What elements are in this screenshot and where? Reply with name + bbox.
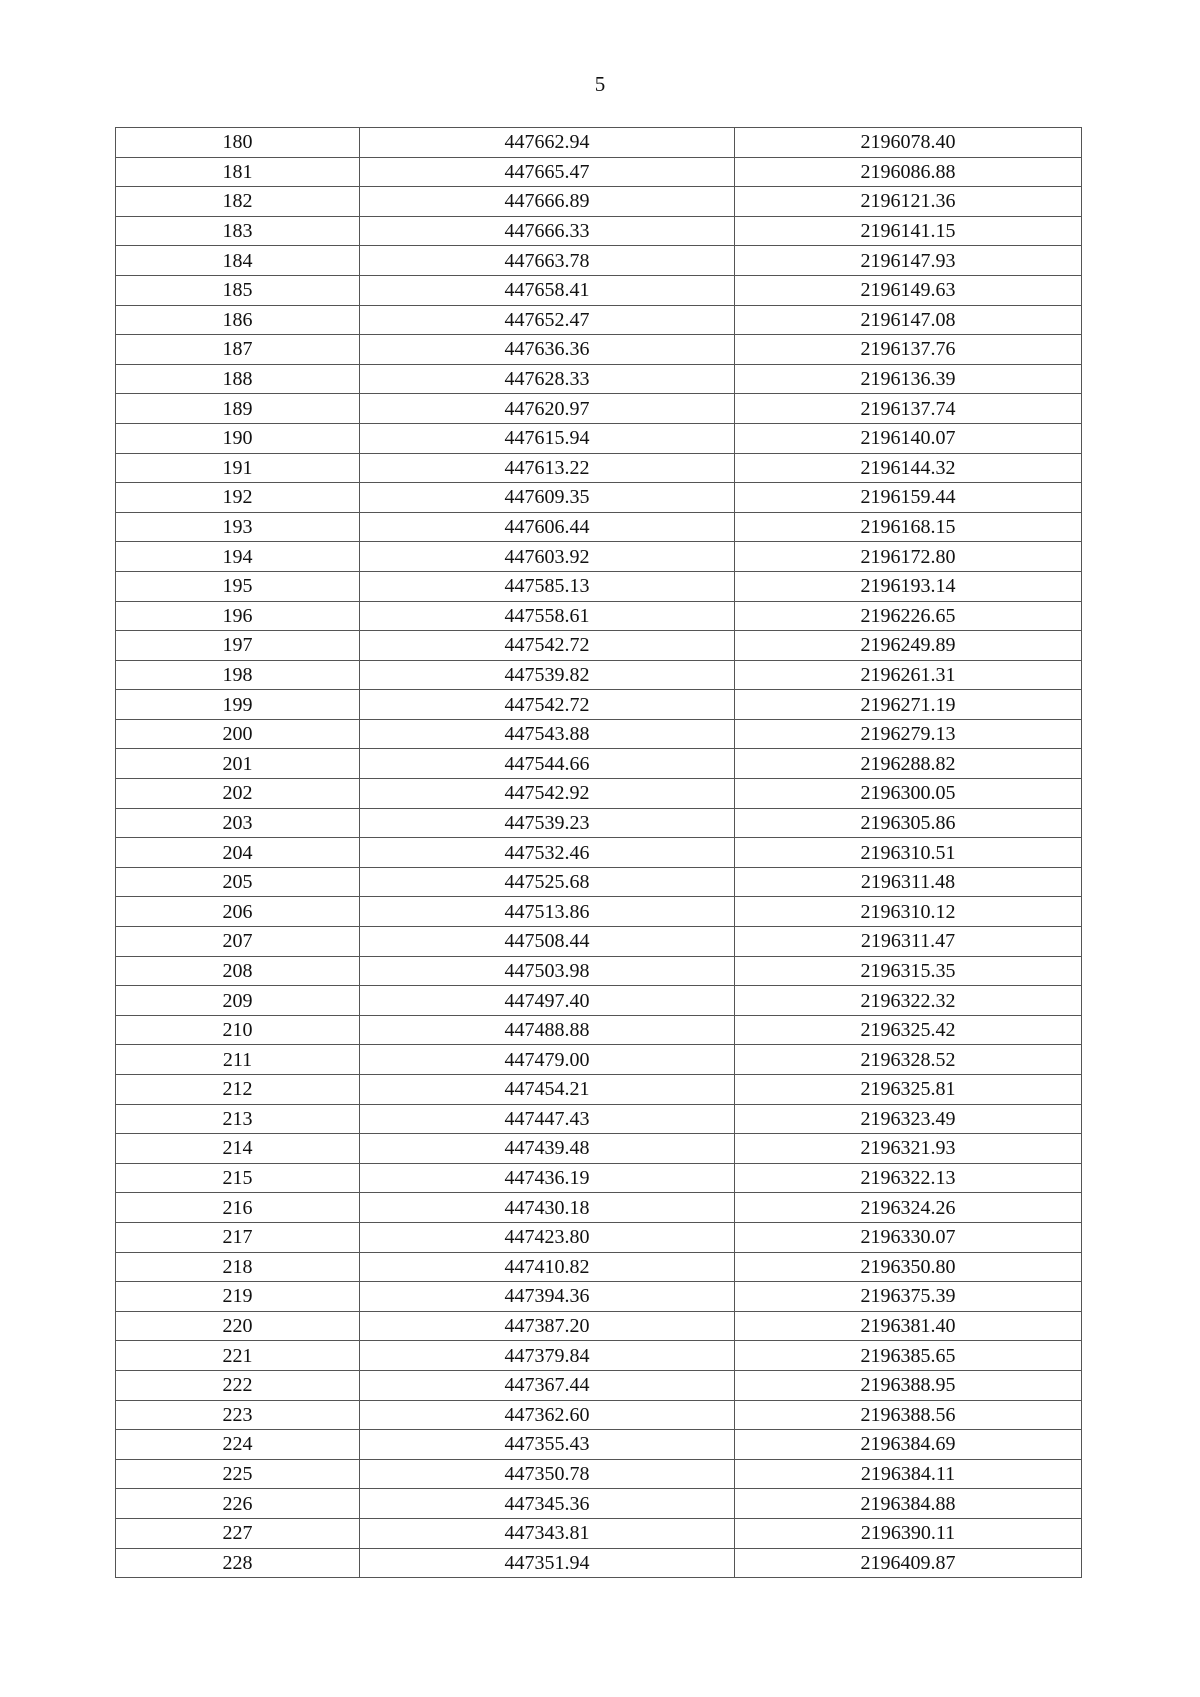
point-number-cell: 208: [116, 956, 360, 986]
table-row: [116, 423, 1082, 453]
y-coordinate-cell: 2196310.51: [735, 838, 1082, 868]
y-coordinate-cell: 2196086.88: [735, 157, 1082, 187]
table-row: [116, 1075, 1082, 1105]
x-coordinate-cell: 447454.21: [360, 1075, 735, 1105]
y-coordinate-cell: 2196136.39: [735, 364, 1082, 394]
y-coordinate-cell: 2196078.40: [735, 128, 1082, 158]
y-coordinate-cell: 2196324.26: [735, 1193, 1082, 1223]
y-coordinate-cell: 2196137.76: [735, 335, 1082, 365]
x-coordinate-cell: 447606.44: [360, 512, 735, 542]
table-row: [116, 897, 1082, 927]
point-number-cell: 200: [116, 719, 360, 749]
point-number-cell: 211: [116, 1045, 360, 1075]
table-row: [116, 1222, 1082, 1252]
point-number-cell: 192: [116, 483, 360, 513]
x-coordinate-cell: 447615.94: [360, 423, 735, 453]
point-number-cell: 193: [116, 512, 360, 542]
y-coordinate-cell: 2196321.93: [735, 1134, 1082, 1164]
table-row: [116, 1548, 1082, 1578]
point-number-cell: 198: [116, 660, 360, 690]
x-coordinate-cell: 447666.33: [360, 216, 735, 246]
x-coordinate-cell: 447362.60: [360, 1400, 735, 1430]
point-number-cell: 210: [116, 1015, 360, 1045]
table-row: [116, 542, 1082, 572]
x-coordinate-cell: 447410.82: [360, 1252, 735, 1282]
coordinates-table: [115, 127, 1082, 1578]
x-coordinate-cell: 447539.23: [360, 808, 735, 838]
x-coordinate-cell: 447430.18: [360, 1193, 735, 1223]
y-coordinate-cell: 2196388.95: [735, 1370, 1082, 1400]
x-coordinate-cell: 447488.88: [360, 1015, 735, 1045]
y-coordinate-cell: 2196261.31: [735, 660, 1082, 690]
table-row: [116, 1282, 1082, 1312]
table-row: [116, 838, 1082, 868]
point-number-cell: 187: [116, 335, 360, 365]
table-row: [116, 660, 1082, 690]
table-row: [116, 1134, 1082, 1164]
coordinates-table-body: [116, 128, 1082, 1578]
x-coordinate-cell: 447508.44: [360, 927, 735, 957]
y-coordinate-cell: 2196311.47: [735, 927, 1082, 957]
x-coordinate-cell: 447558.61: [360, 601, 735, 631]
point-number-cell: 214: [116, 1134, 360, 1164]
table-row: [116, 1341, 1082, 1371]
y-coordinate-cell: 2196288.82: [735, 749, 1082, 779]
x-coordinate-cell: 447666.89: [360, 187, 735, 217]
y-coordinate-cell: 2196315.35: [735, 956, 1082, 986]
table-row: [116, 157, 1082, 187]
x-coordinate-cell: 447665.47: [360, 157, 735, 187]
x-coordinate-cell: 447436.19: [360, 1163, 735, 1193]
y-coordinate-cell: 2196384.11: [735, 1459, 1082, 1489]
x-coordinate-cell: 447525.68: [360, 867, 735, 897]
point-number-cell: 189: [116, 394, 360, 424]
y-coordinate-cell: 2196325.81: [735, 1075, 1082, 1105]
x-coordinate-cell: 447394.36: [360, 1282, 735, 1312]
x-coordinate-cell: 447387.20: [360, 1311, 735, 1341]
table-row: [116, 453, 1082, 483]
y-coordinate-cell: 2196149.63: [735, 275, 1082, 305]
point-number-cell: 217: [116, 1222, 360, 1252]
point-number-cell: 196: [116, 601, 360, 631]
table-row: [116, 246, 1082, 276]
point-number-cell: 185: [116, 275, 360, 305]
point-number-cell: 226: [116, 1489, 360, 1519]
y-coordinate-cell: 2196322.32: [735, 986, 1082, 1016]
x-coordinate-cell: 447439.48: [360, 1134, 735, 1164]
x-coordinate-cell: 447355.43: [360, 1430, 735, 1460]
table-row: [116, 779, 1082, 809]
x-coordinate-cell: 447663.78: [360, 246, 735, 276]
y-coordinate-cell: 2196390.11: [735, 1518, 1082, 1548]
point-number-cell: 183: [116, 216, 360, 246]
table-row: [116, 1370, 1082, 1400]
y-coordinate-cell: 2196147.93: [735, 246, 1082, 276]
y-coordinate-cell: 2196350.80: [735, 1252, 1082, 1282]
y-coordinate-cell: 2196226.65: [735, 601, 1082, 631]
table-row: [116, 305, 1082, 335]
table-row: [116, 690, 1082, 720]
table-row: [116, 128, 1082, 158]
x-coordinate-cell: 447603.92: [360, 542, 735, 572]
x-coordinate-cell: 447532.46: [360, 838, 735, 868]
table-row: [116, 1518, 1082, 1548]
x-coordinate-cell: 447662.94: [360, 128, 735, 158]
y-coordinate-cell: 2196388.56: [735, 1400, 1082, 1430]
point-number-cell: 216: [116, 1193, 360, 1223]
point-number-cell: 201: [116, 749, 360, 779]
y-coordinate-cell: 2196310.12: [735, 897, 1082, 927]
point-number-cell: 222: [116, 1370, 360, 1400]
y-coordinate-cell: 2196121.36: [735, 187, 1082, 217]
x-coordinate-cell: 447585.13: [360, 571, 735, 601]
point-number-cell: 203: [116, 808, 360, 838]
point-number-cell: 215: [116, 1163, 360, 1193]
table-row: [116, 187, 1082, 217]
y-coordinate-cell: 2196300.05: [735, 779, 1082, 809]
point-number-cell: 225: [116, 1459, 360, 1489]
x-coordinate-cell: 447658.41: [360, 275, 735, 305]
x-coordinate-cell: 447542.72: [360, 690, 735, 720]
x-coordinate-cell: 447628.33: [360, 364, 735, 394]
x-coordinate-cell: 447542.92: [360, 779, 735, 809]
x-coordinate-cell: 447343.81: [360, 1518, 735, 1548]
table-row: [116, 1193, 1082, 1223]
point-number-cell: 194: [116, 542, 360, 572]
x-coordinate-cell: 447351.94: [360, 1548, 735, 1578]
y-coordinate-cell: 2196144.32: [735, 453, 1082, 483]
table-row: [116, 1489, 1082, 1519]
y-coordinate-cell: 2196249.89: [735, 631, 1082, 661]
y-coordinate-cell: 2196168.15: [735, 512, 1082, 542]
y-coordinate-cell: 2196323.49: [735, 1104, 1082, 1134]
x-coordinate-cell: 447367.44: [360, 1370, 735, 1400]
y-coordinate-cell: 2196385.65: [735, 1341, 1082, 1371]
y-coordinate-cell: 2196279.13: [735, 719, 1082, 749]
table-row: [116, 927, 1082, 957]
x-coordinate-cell: 447620.97: [360, 394, 735, 424]
point-number-cell: 199: [116, 690, 360, 720]
point-number-cell: 184: [116, 246, 360, 276]
y-coordinate-cell: 2196328.52: [735, 1045, 1082, 1075]
point-number-cell: 218: [116, 1252, 360, 1282]
point-number-cell: 191: [116, 453, 360, 483]
y-coordinate-cell: 2196409.87: [735, 1548, 1082, 1578]
x-coordinate-cell: 447423.80: [360, 1222, 735, 1252]
table-row: [116, 1252, 1082, 1282]
table-row: [116, 867, 1082, 897]
y-coordinate-cell: 2196322.13: [735, 1163, 1082, 1193]
point-number-cell: 227: [116, 1518, 360, 1548]
point-number-cell: 181: [116, 157, 360, 187]
point-number-cell: 190: [116, 423, 360, 453]
y-coordinate-cell: 2196271.19: [735, 690, 1082, 720]
x-coordinate-cell: 447636.36: [360, 335, 735, 365]
point-number-cell: 197: [116, 631, 360, 661]
y-coordinate-cell: 2196330.07: [735, 1222, 1082, 1252]
point-number-cell: 206: [116, 897, 360, 927]
table-row: [116, 1459, 1082, 1489]
table-row: [116, 749, 1082, 779]
page-number: 5: [594, 72, 606, 96]
point-number-cell: 202: [116, 779, 360, 809]
y-coordinate-cell: 2196325.42: [735, 1015, 1082, 1045]
table-row: [116, 1163, 1082, 1193]
point-number-cell: 180: [116, 128, 360, 158]
point-number-cell: 209: [116, 986, 360, 1016]
table-row: [116, 808, 1082, 838]
point-number-cell: 182: [116, 187, 360, 217]
point-number-cell: 221: [116, 1341, 360, 1371]
x-coordinate-cell: 447479.00: [360, 1045, 735, 1075]
table-row: [116, 1430, 1082, 1460]
table-row: [116, 1104, 1082, 1134]
x-coordinate-cell: 447379.84: [360, 1341, 735, 1371]
point-number-cell: 224: [116, 1430, 360, 1460]
x-coordinate-cell: 447543.88: [360, 719, 735, 749]
table-row: [116, 1400, 1082, 1430]
table-row: [116, 216, 1082, 246]
y-coordinate-cell: 2196141.15: [735, 216, 1082, 246]
table-row: [116, 601, 1082, 631]
y-coordinate-cell: 2196137.74: [735, 394, 1082, 424]
table-row: [116, 1311, 1082, 1341]
point-number-cell: 223: [116, 1400, 360, 1430]
x-coordinate-cell: 447544.66: [360, 749, 735, 779]
x-coordinate-cell: 447613.22: [360, 453, 735, 483]
point-number-cell: 205: [116, 867, 360, 897]
point-number-cell: 207: [116, 927, 360, 957]
point-number-cell: 204: [116, 838, 360, 868]
x-coordinate-cell: 447652.47: [360, 305, 735, 335]
point-number-cell: 213: [116, 1104, 360, 1134]
x-coordinate-cell: 447345.36: [360, 1489, 735, 1519]
table-row: [116, 631, 1082, 661]
table-row: [116, 275, 1082, 305]
y-coordinate-cell: 2196172.80: [735, 542, 1082, 572]
y-coordinate-cell: 2196147.08: [735, 305, 1082, 335]
y-coordinate-cell: 2196375.39: [735, 1282, 1082, 1312]
y-coordinate-cell: 2196311.48: [735, 867, 1082, 897]
table-row: [116, 335, 1082, 365]
point-number-cell: 220: [116, 1311, 360, 1341]
y-coordinate-cell: 2196305.86: [735, 808, 1082, 838]
table-row: [116, 986, 1082, 1016]
point-number-cell: 195: [116, 571, 360, 601]
point-number-cell: 212: [116, 1075, 360, 1105]
table-row: [116, 364, 1082, 394]
table-row: [116, 719, 1082, 749]
x-coordinate-cell: 447539.82: [360, 660, 735, 690]
point-number-cell: 188: [116, 364, 360, 394]
point-number-cell: 186: [116, 305, 360, 335]
table-row: [116, 571, 1082, 601]
table-row: [116, 1015, 1082, 1045]
x-coordinate-cell: 447350.78: [360, 1459, 735, 1489]
point-number-cell: 219: [116, 1282, 360, 1312]
table-row: [116, 956, 1082, 986]
table-row: [116, 483, 1082, 513]
y-coordinate-cell: 2196159.44: [735, 483, 1082, 513]
y-coordinate-cell: 2196384.88: [735, 1489, 1082, 1519]
x-coordinate-cell: 447497.40: [360, 986, 735, 1016]
x-coordinate-cell: 447513.86: [360, 897, 735, 927]
x-coordinate-cell: 447542.72: [360, 631, 735, 661]
y-coordinate-cell: 2196381.40: [735, 1311, 1082, 1341]
y-coordinate-cell: 2196193.14: [735, 571, 1082, 601]
point-number-cell: 228: [116, 1548, 360, 1578]
y-coordinate-cell: 2196140.07: [735, 423, 1082, 453]
y-coordinate-cell: 2196384.69: [735, 1430, 1082, 1460]
table-row: [116, 394, 1082, 424]
x-coordinate-cell: 447609.35: [360, 483, 735, 513]
x-coordinate-cell: 447503.98: [360, 956, 735, 986]
x-coordinate-cell: 447447.43: [360, 1104, 735, 1134]
table-row: [116, 512, 1082, 542]
table-row: [116, 1045, 1082, 1075]
